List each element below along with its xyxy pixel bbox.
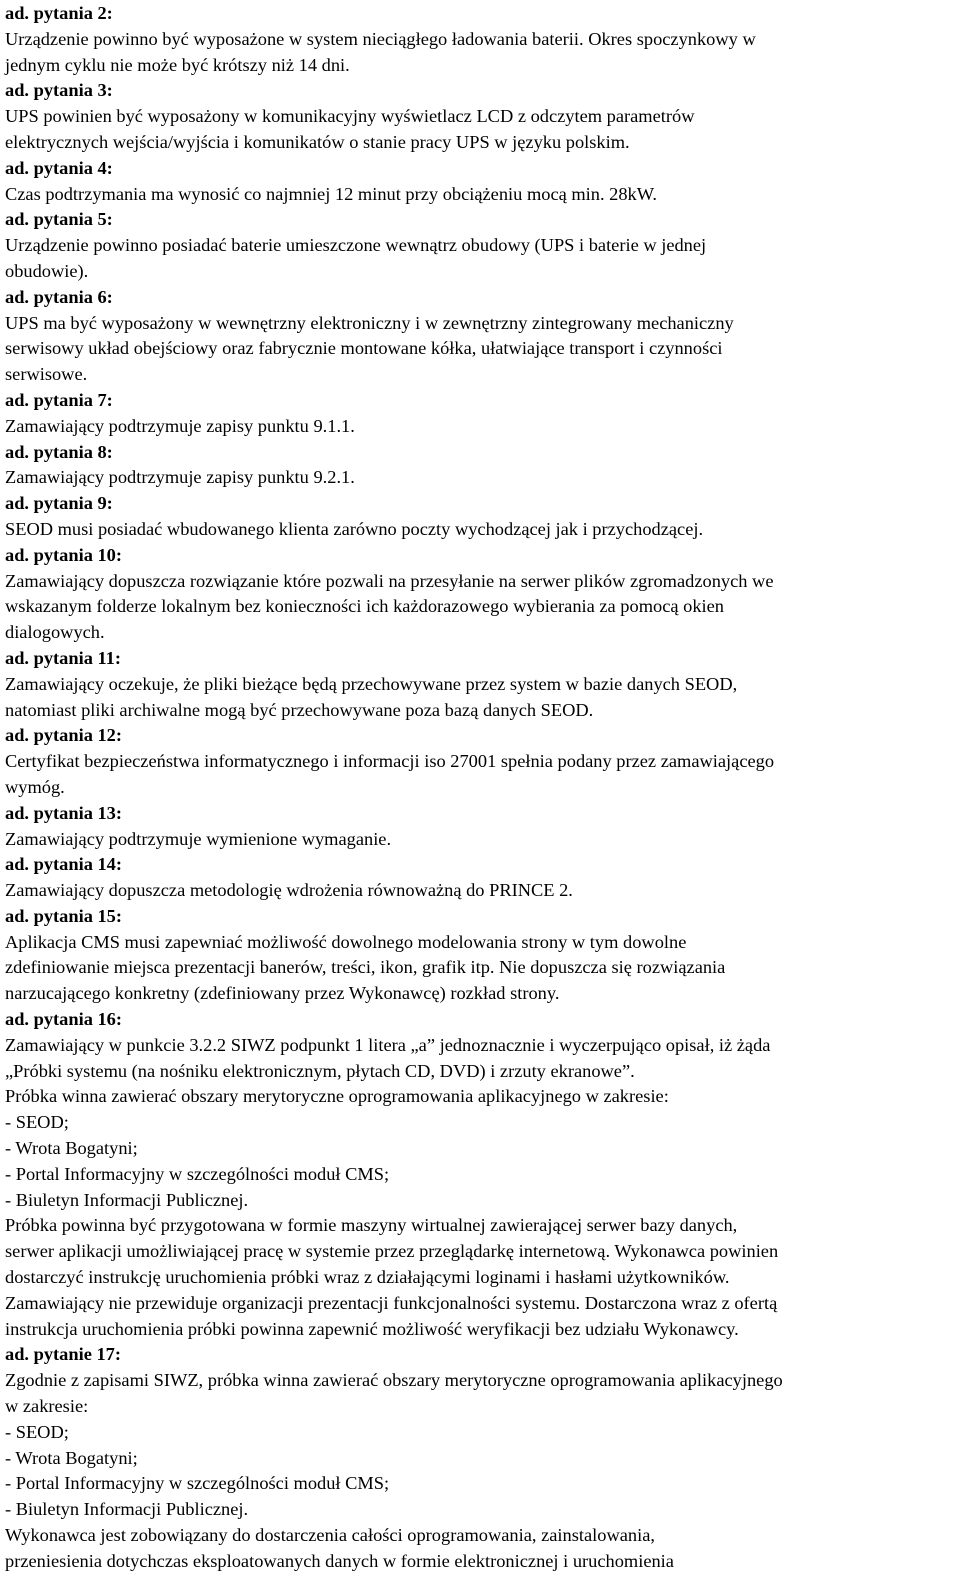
section-heading: ad. pytania 6: <box>5 286 113 307</box>
paragraph-line: w zakresie: <box>5 1396 89 1417</box>
paragraph-line: przeniesienia dotychczas eksploatowanych danych w formie elektronicznej i uruchomienia <box>5 1550 674 1571</box>
paragraph-line: narzucającego konkretny (zdefiniowany przez Wykonawcę) rozkład strony. <box>5 983 560 1004</box>
paragraph-line: Próbka winna zawierać obszary merytoryczne oprogramowania aplikacyjnego w zakresie: <box>5 1086 669 1107</box>
paragraph-line: - Biuletyn Informacji Publicznej. <box>5 1189 249 1210</box>
paragraph-line: natomiast pliki archiwalne mogą być przechowywane poza bazą danych SEOD. <box>5 699 594 720</box>
paragraph-line: Zamawiający w punkcie 3.2.2 SIWZ podpunkt 1 litera „a” jednoznacznie i wyczerpująco opisał, iż żąda <box>5 1034 771 1055</box>
section-heading: ad. pytania 14: <box>5 854 123 875</box>
paragraph-line: - Biuletyn Informacji Publicznej. <box>5 1499 249 1520</box>
paragraph-line: wymóg. <box>5 776 65 797</box>
paragraph-line: SEOD musi posiadać wbudowanego klienta zarówno poczty wychodzącej jak i przychodzącej. <box>5 518 704 539</box>
paragraph-line: Zamawiający dopuszcza rozwiązanie które pozwali na przesyłanie na serwer plików zgromadzonych we <box>5 570 774 591</box>
paragraph-line: Aplikacja CMS musi zapewniać możliwość dowolnego modelowania strony w tym dowolne <box>5 931 687 952</box>
section-heading: ad. pytania 10: <box>5 544 123 565</box>
section-heading: ad. pytania 12: <box>5 725 123 746</box>
paragraph-line: Zamawiający podtrzymuje wymienione wymaganie. <box>5 828 392 849</box>
paragraph-line: serwisowy układ obejściowy oraz fabrycznie montowane kółka, ułatwiające transport i czynności <box>5 338 723 359</box>
paragraph-line: - SEOD; <box>5 1112 69 1133</box>
section-heading: ad. pytania 9: <box>5 493 113 514</box>
section-heading: ad. pytania 3: <box>5 80 113 101</box>
section-heading: ad. pytania 2: <box>5 3 113 23</box>
paragraph-line: Urządzenie powinno posiadać baterie umieszczone wewnątrz obudowy (UPS i baterie w jednej <box>5 235 707 256</box>
section-heading: ad. pytania 16: <box>5 1009 123 1030</box>
section-heading: ad. pytania 7: <box>5 389 113 410</box>
section-heading: ad. pytania 5: <box>5 209 113 230</box>
paragraph-line: UPS ma być wyposażony w wewnętrzny elektroniczny i w zewnętrzny zintegrowany mechaniczny <box>5 312 734 333</box>
paragraph-line: Urządzenie powinno być wyposażone w system nieciągłego ładowania baterii. Okres spoczynkowy w <box>5 28 756 49</box>
paragraph-line: Wykonawca jest zobowiązany do dostarczenia całości oprogramowania, zainstalowania, <box>5 1525 655 1546</box>
paragraph-line: - Portal Informacyjny w szczególności moduł CMS; <box>5 1163 390 1184</box>
paragraph-line: - Wrota Bogatyni; <box>5 1138 138 1159</box>
paragraph-line: dostarczyć instrukcję uruchomienia próbki wraz z działającymi loginami i hasłami użytkowników. <box>5 1267 730 1288</box>
paragraph-line: Zamawiający nie przewiduje organizacji prezentacji funkcjonalności systemu. Dostarczona wraz z ofertą <box>5 1292 778 1313</box>
paragraph-line: Certyfikat bezpieczeństwa informatycznego i informacji iso 27001 spełnia podany przez zamawiającego <box>5 751 775 772</box>
paragraph-line: Zamawiający podtrzymuje zapisy punktu 9.1.1. <box>5 415 355 436</box>
paragraph-line: UPS powinien być wyposażony w komunikacyjny wyświetlacz LCD z odczytem parametrów <box>5 106 695 127</box>
paragraph-line: Zgodnie z zapisami SIWZ, próbka winna zawierać obszary merytoryczne oprogramowania aplikacyjnego <box>5 1370 783 1391</box>
paragraph-line: obudowie). <box>5 260 89 281</box>
section-heading: ad. pytanie 17: <box>5 1344 121 1365</box>
paragraph-line: Próbka powinna być przygotowana w formie maszyny wirtualnej zawierającej serwer bazy danych, <box>5 1215 738 1236</box>
section-heading: ad. pytania 11: <box>5 647 121 668</box>
section-heading: ad. pytania 8: <box>5 441 113 462</box>
paragraph-line: Zamawiający podtrzymuje zapisy punktu 9.2.1. <box>5 467 355 488</box>
paragraph-line: - Portal Informacyjny w szczególności moduł CMS; <box>5 1473 390 1494</box>
paragraph-line: zdefiniowanie miejsca prezentacji banerów, treści, ikon, grafik itp. Nie dopuszcza się rozwiązania <box>5 957 726 978</box>
section-heading: ad. pytania 4: <box>5 157 113 178</box>
paragraph-line: Czas podtrzymania ma wynosić co najmniej 12 minut przy obciążeniu mocą min. 28kW. <box>5 183 658 204</box>
paragraph-line: „Próbki systemu (na nośniku elektronicznym, płytach CD, DVD) i zrzuty ekranowe”. <box>5 1060 635 1081</box>
paragraph-line: Zamawiający oczekuje, że pliki bieżące będą przechowywane przez system w bazie danych SEOD, <box>5 673 738 694</box>
paragraph-line: wskazanym folderze lokalnym bez konieczności ich każdorazowego wybierania za pomocą okien <box>5 596 724 617</box>
paragraph-line: - SEOD; <box>5 1421 69 1442</box>
paragraph-line: - Wrota Bogatyni; <box>5 1447 138 1468</box>
paragraph-line: serwer aplikacji umożliwiającej pracę w systemie przez przeglądarkę internetową. Wykonawca powinien <box>5 1241 779 1262</box>
paragraph-line: jednym cyklu nie może być krótszy niż 14 dni. <box>5 54 350 75</box>
paragraph-line: instrukcja uruchomienia próbki powinna zapewnić możliwość weryfikacji bez udziału Wykonawcy. <box>5 1318 739 1339</box>
section-heading: ad. pytania 15: <box>5 905 123 926</box>
section-heading: ad. pytania 13: <box>5 802 123 823</box>
paragraph-line: serwisowe. <box>5 364 88 385</box>
paragraph-line: Zamawiający dopuszcza metodologię wdrożenia równoważną do PRINCE 2. <box>5 880 573 901</box>
paragraph-line: dialogowych. <box>5 622 105 643</box>
paragraph-line: elektrycznych wejścia/wyjścia i komunikatów o stanie pracy UPS w języku polskim. <box>5 131 630 152</box>
